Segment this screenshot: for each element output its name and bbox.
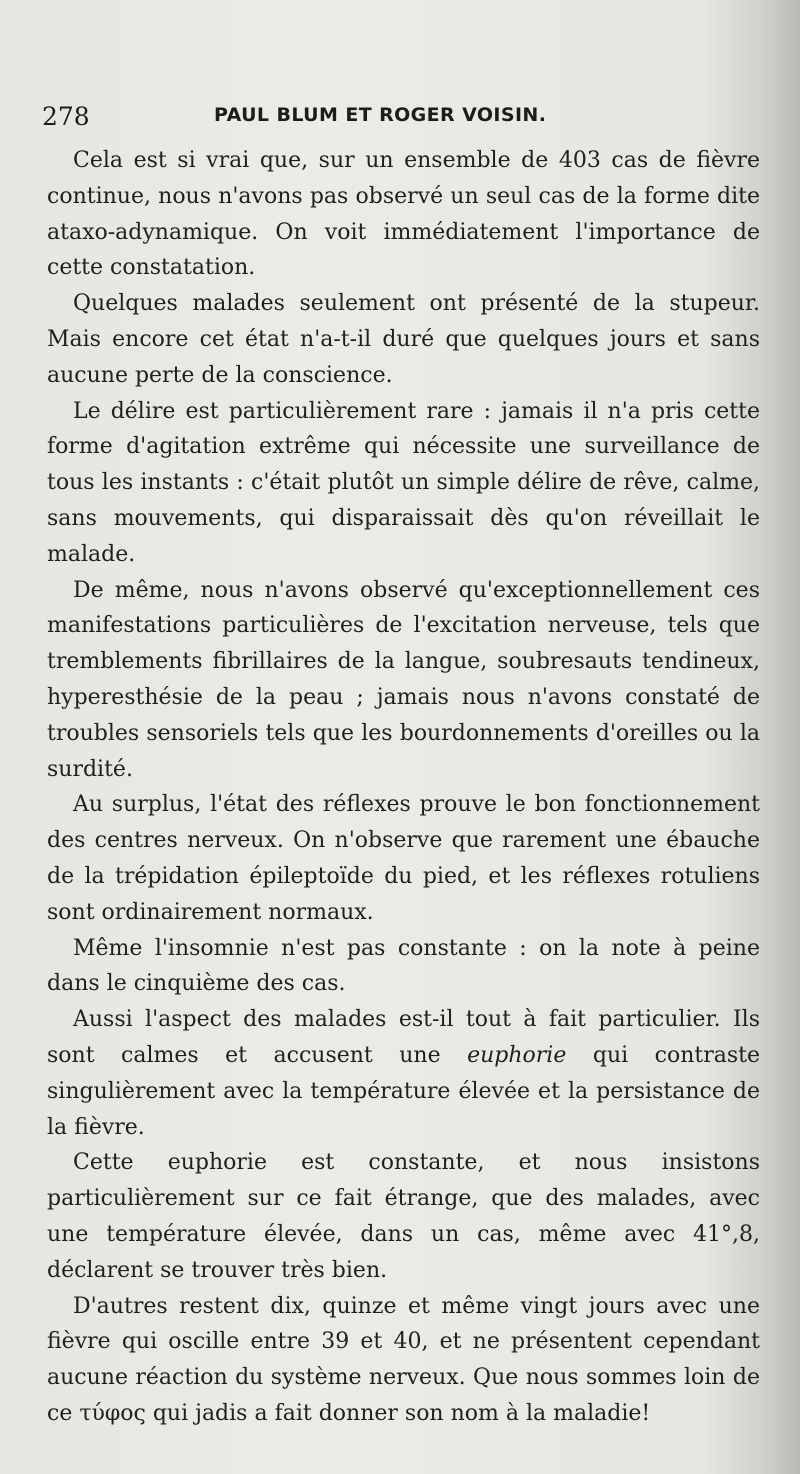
paragraph-text: Cette euphorie est constante, et nous insistons particulièrement sur ce fait étrange, que des malades, avec une température élevée, dans un cas, même avec 41°,8, déclarent se trouver très bien. bbox=[47, 1150, 760, 1283]
running-head: PAUL BLUM ET ROGER VOISIN. bbox=[214, 104, 547, 126]
paragraph-text-after: qui contraste singulièrement avec la température élevée et la persistance de la fièvre. bbox=[47, 1042, 760, 1140]
paragraph-text: Quelques malades seulement ont présenté de la stupeur. Mais encore cet état n'a-t-il duré que quelques jours et sans aucune perte de la conscience. bbox=[47, 291, 760, 388]
paragraph-text: D'autres restent dix, quinze et même vingt jours avec une fièvre qui oscille entre 39 et 40, et ne présentent cependant aucune réaction du système nerveux. Que nous sommes loin de ce τύφος qui jadis a fait donner son nom à la maladie! bbox=[47, 1293, 760, 1426]
paragraph-9 bbox=[47, 1289, 760, 1432]
paragraph-7 bbox=[47, 1002, 760, 1145]
paragraph-text-before: Aussi l'aspect des malades est-il tout à fait particulier. Ils sont calmes et accusent une bbox=[47, 1007, 760, 1068]
paragraph-text: Le délire est particulièrement rare : jamais il n'a pris cette forme d'agitation extrême qui nécessite une surveillance de tous les instants : c'était plutôt un simple délire de rêve, calme, sans mouvements, qui disparaissait dès qu'on réveillait le malade. bbox=[47, 398, 760, 567]
paragraph-5 bbox=[47, 787, 760, 930]
page-header bbox=[0, 98, 800, 138]
italic-term: euphorie bbox=[467, 1042, 567, 1068]
paragraph-6 bbox=[47, 931, 760, 1003]
page-number: 278 bbox=[42, 102, 90, 131]
paragraph-3 bbox=[47, 394, 760, 573]
paragraph-4 bbox=[47, 573, 760, 788]
paragraph-2 bbox=[47, 286, 760, 393]
paragraph-text: Même l'insomnie n'est pas constante : on la note à peine dans le cinquième des cas. bbox=[47, 935, 760, 997]
paragraph-text: Au surplus, l'état des réflexes prouve le bon fonctionnement des centres nerveux. On n'observe que rarement une ébauche de la trépidation épileptoïde du pied, et les réflexes rotuliens sont ordinairement normaux. bbox=[47, 792, 760, 925]
paragraph-1 bbox=[47, 143, 760, 286]
paragraph-text: De même, nous n'avons observé qu'exceptionnellement ces manifestations particulières de l'excitation nerveuse, tels que tremblements fibrillaires de la langue, soubresauts tendineux, hyperesthésie de la peau ; jamais nous n'avons constaté de troubles sensoriels tels que les bourdonnements d'oreilles ou la surdité. bbox=[47, 577, 760, 782]
paragraph-8 bbox=[47, 1145, 760, 1288]
text-body bbox=[47, 143, 760, 1432]
paragraph-text: Cela est si vrai que, sur un ensemble de 403 cas de fièvre continue, nous n'avons pas observé un seul cas de la forme dite ataxo-adynamique. On voit immédiatement l'importance de cette constatation. bbox=[47, 148, 760, 281]
